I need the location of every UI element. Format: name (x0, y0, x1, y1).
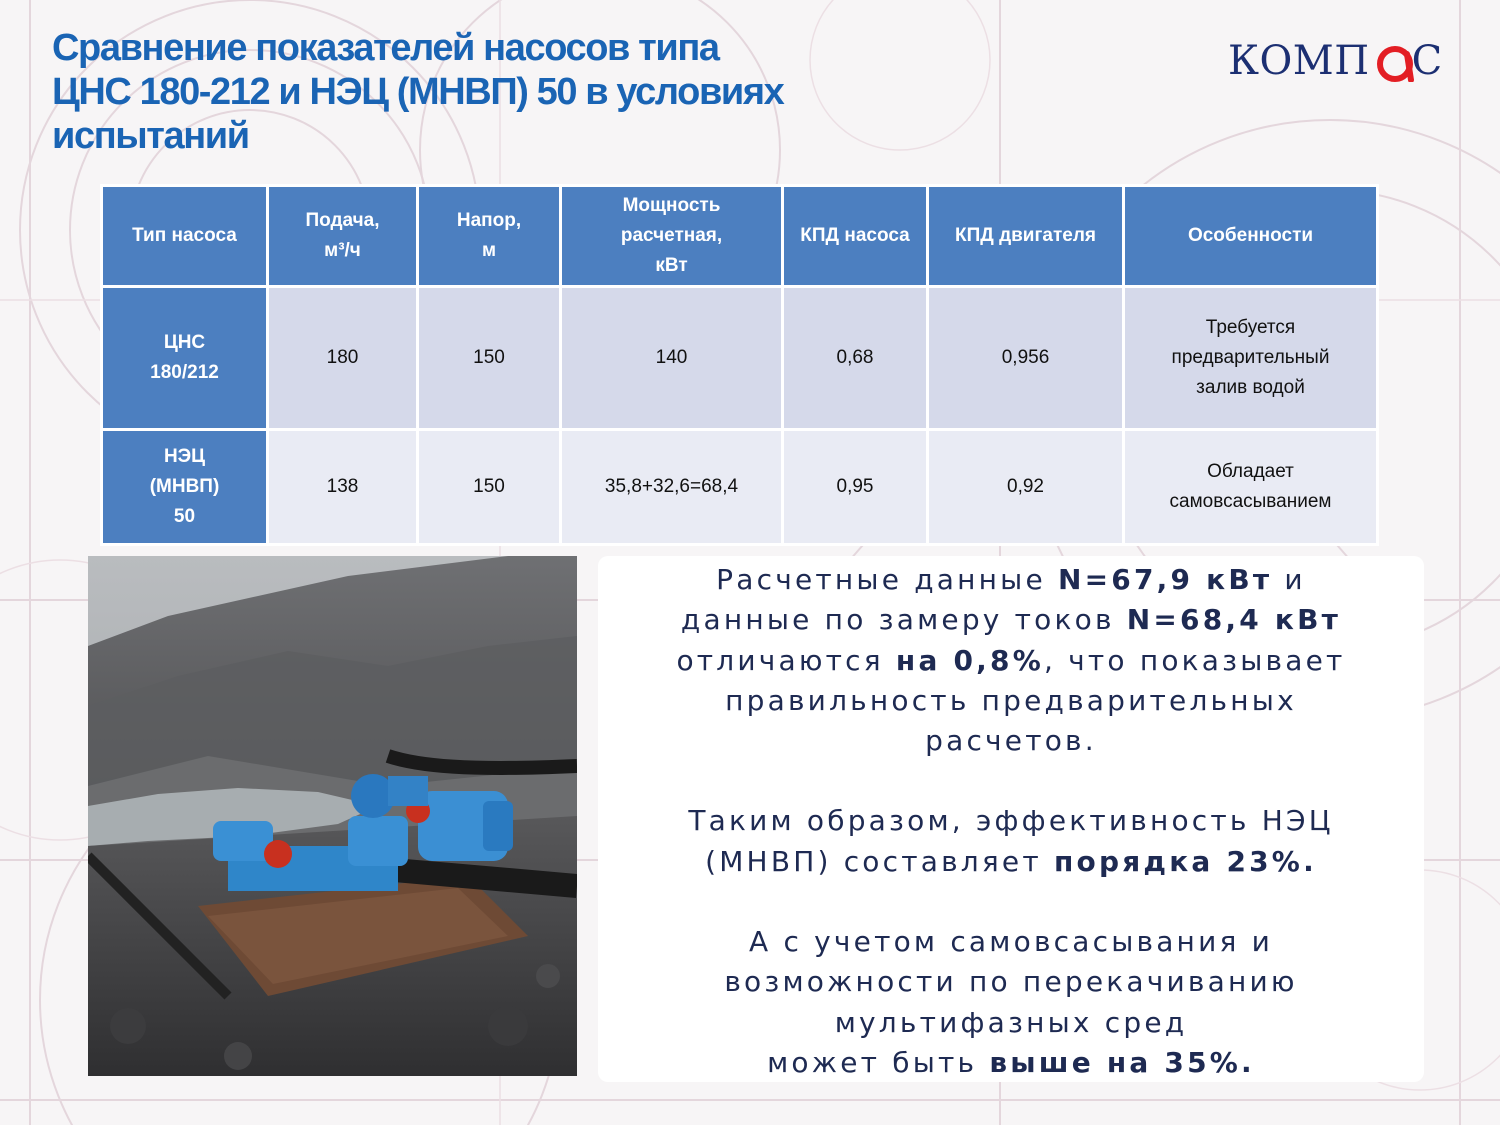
features-line1: Обладает (1207, 461, 1294, 482)
summary-paragraph-3 (598, 922, 1424, 1083)
company-logo (1228, 36, 1458, 86)
row-name-line1: НЭЦ (163, 446, 206, 467)
header-flow-line1: Подача, (305, 210, 380, 231)
comparison-table (100, 184, 1376, 546)
row-name-line2: (МНВП) (149, 476, 220, 497)
row-pump-name (102, 287, 268, 430)
table-row (102, 287, 1378, 430)
table-header-row (102, 186, 1378, 287)
summary-text-segment: А с учетом самовсасывания и (748, 925, 1274, 959)
header-flow-line2: м³/ч (324, 240, 361, 261)
header-pump-efficiency: КПД насоса (783, 186, 928, 287)
cell-pump-efficiency: 0,68 (783, 287, 928, 430)
features-line3: залив водой (1196, 377, 1305, 398)
summary-text-segment: мультифазных сред (834, 1005, 1188, 1039)
summary-text (598, 560, 1424, 1083)
summary-text-segment: данные по замеру токов (680, 603, 1127, 637)
page-title (52, 26, 1052, 158)
title-line-2: ЦНС 180-212 и НЭЦ (МНВП) 50 в условиях (52, 71, 784, 113)
summary-text-segment: Таким образом, эффективность НЭЦ (688, 804, 1334, 838)
header-power (561, 186, 783, 287)
header-type: Тип насоса (102, 186, 268, 287)
cell-flow: 180 (268, 287, 418, 430)
summary-text-segment: , что показывает (1043, 643, 1346, 677)
pump-site-photo (88, 556, 577, 1076)
features-line2: предварительный (1171, 347, 1330, 368)
summary-paragraph-2 (598, 801, 1424, 882)
header-power-line3: кВт (655, 255, 688, 276)
row-pump-name (102, 430, 268, 545)
cell-head: 150 (418, 287, 561, 430)
logo-text-after: С (1411, 38, 1443, 84)
cell-features (1124, 287, 1378, 430)
table-row (102, 430, 1378, 545)
summary-text-segment: возможности по перекачиванию (724, 965, 1298, 999)
summary-text-segment: Расчетные данные (716, 563, 1058, 596)
summary-text-segment: и (1272, 563, 1306, 596)
logo-a-mark-icon (1375, 42, 1415, 82)
cell-features (1124, 430, 1378, 545)
cell-power: 140 (561, 287, 783, 430)
title-line-3: испытаний (52, 115, 249, 157)
summary-text-segment: (МНВП) составляет (705, 844, 1054, 878)
summary-panel (598, 556, 1424, 1082)
header-power-line2: расчетная, (620, 225, 723, 246)
row-name-line3: 50 (173, 506, 196, 527)
summary-text-segment: отличаются (676, 643, 896, 677)
summary-text-segment: правильность предварительных (725, 683, 1297, 717)
header-features: Особенности (1124, 186, 1378, 287)
summary-text-segment: может быть (767, 1045, 990, 1079)
title-line-1: Сравнение показателей насосов типа (52, 27, 719, 69)
cell-motor-efficiency: 0,956 (928, 287, 1124, 430)
row-name-line2: 180/212 (150, 362, 219, 383)
header-power-line1: Мощность (622, 195, 721, 216)
cell-flow: 138 (268, 430, 418, 545)
logo-text-before: КОМП (1228, 38, 1370, 84)
cell-power: 35,8+32,6=68,4 (561, 430, 783, 545)
cell-motor-efficiency: 0,92 (928, 430, 1124, 545)
header-motor-efficiency: КПД двигателя (928, 186, 1124, 287)
row-name-line1: ЦНС (163, 332, 206, 353)
total-gain-value: выше на 35%. (989, 1045, 1255, 1079)
difference-value: на 0,8% (895, 643, 1044, 677)
cell-head: 150 (418, 430, 561, 545)
header-head-line1: Напор, (456, 210, 522, 231)
summary-paragraph-1 (598, 560, 1424, 761)
cell-pump-efficiency: 0,95 (783, 430, 928, 545)
calculated-power-value: N=67,9 кВт (1058, 563, 1273, 596)
summary-text-segment: расчетов. (925, 724, 1097, 758)
header-head (418, 186, 561, 287)
header-flow (268, 186, 418, 287)
features-line1: Требуется (1205, 317, 1296, 338)
measured-power-value: N=68,4 кВт (1126, 603, 1342, 637)
efficiency-gain-value: порядка 23%. (1053, 844, 1317, 878)
features-line2: самовсасыванием (1169, 491, 1332, 512)
header-head-line2: м (481, 240, 497, 261)
